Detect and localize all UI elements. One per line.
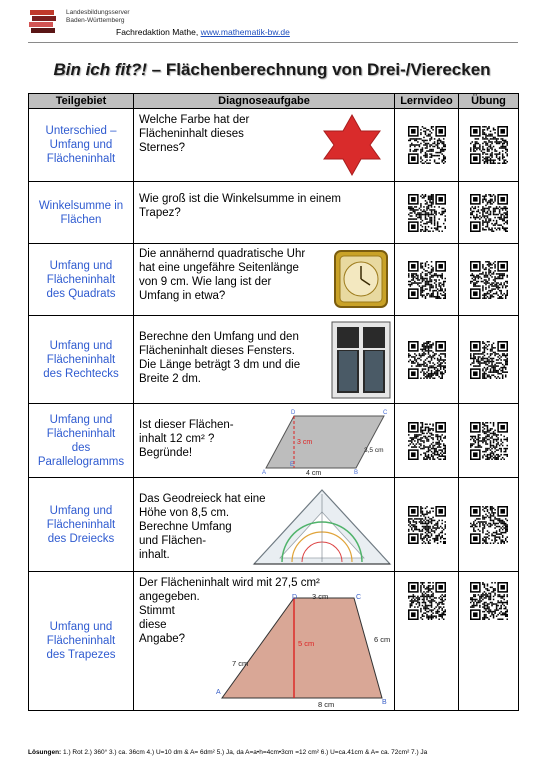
uebung-qr-cell[interactable] bbox=[459, 478, 519, 572]
qr-code-icon[interactable] bbox=[470, 582, 508, 620]
vertex-a-label: A bbox=[262, 470, 267, 476]
lernvideo-qr-cell[interactable] bbox=[395, 244, 459, 316]
point-e-label: E bbox=[290, 462, 295, 468]
task-cell: Wie groß ist die Winkelsumme in einem Trapez? bbox=[134, 182, 395, 244]
vertex-a-label: A bbox=[216, 689, 221, 696]
topic-cell: Umfang und Flächeninhalt des Trapezes bbox=[29, 572, 134, 711]
table-row bbox=[29, 182, 519, 244]
table-header-row bbox=[29, 94, 519, 109]
task-cell: Das Geodreieck hat eine Höhe von 8,5 cm. Berechne Umfang und Flächen- inhalt. bbox=[134, 478, 395, 572]
vertex-c-label: C bbox=[356, 594, 362, 601]
task-cell: Die annähernd quadratische Uhr hat eine ungefähre Seitenlänge von 9 cm. Wie lang ist der Umfang in etwa? bbox=[134, 244, 395, 316]
vertex-c-label: C bbox=[383, 410, 388, 416]
topic-cell: Unterschied – Umfang und Flächeninhalt bbox=[29, 109, 134, 182]
qr-code-icon[interactable] bbox=[408, 506, 446, 544]
website-link[interactable]: www.mathematik-bw.de bbox=[200, 27, 290, 37]
vertex-d-label: D bbox=[291, 410, 296, 416]
col-header-lernvideo: Lernvideo bbox=[395, 94, 459, 109]
lernvideo-qr-cell[interactable] bbox=[395, 478, 459, 572]
lernvideo-qr-cell[interactable] bbox=[395, 182, 459, 244]
qr-code-icon[interactable] bbox=[470, 341, 508, 379]
qr-code-icon[interactable] bbox=[470, 261, 508, 299]
uebung-qr-cell[interactable] bbox=[459, 109, 519, 182]
table-row bbox=[29, 109, 519, 182]
side-label: 3,5 cm bbox=[364, 447, 384, 454]
qr-code-icon[interactable] bbox=[470, 506, 508, 544]
qr-code-icon[interactable] bbox=[408, 261, 446, 299]
set-square-icon bbox=[250, 484, 394, 568]
lernvideo-qr-cell[interactable] bbox=[395, 572, 459, 711]
top-side-label: 3 cm bbox=[312, 592, 329, 601]
task-cell: Berechne den Umfang und den Flächeninhalt dieses Fensters. Die Länge beträgt 3 dm und die Breite 2 dm. bbox=[134, 316, 395, 404]
lernvideo-qr-cell[interactable] bbox=[395, 404, 459, 478]
table-row bbox=[29, 572, 519, 711]
col-header-diagnoseaufgabe: Diagnoseaufgabe bbox=[134, 94, 395, 109]
parallelogram-figure bbox=[246, 406, 394, 476]
page-title: Bin ich fit?! – Flächenberechnung von Drei-/Vierecken bbox=[53, 60, 491, 79]
uebung-qr-cell[interactable] bbox=[459, 316, 519, 404]
qr-code-icon[interactable] bbox=[408, 341, 446, 379]
uebung-qr-cell[interactable] bbox=[459, 404, 519, 478]
trapezoid-figure bbox=[214, 590, 394, 708]
topic-cell: Umfang und Flächeninhalt des Rechtecks bbox=[29, 316, 134, 404]
clock-icon bbox=[333, 249, 389, 309]
vertex-d-label: D bbox=[292, 594, 298, 601]
col-header-teilgebiet: Teilgebiet bbox=[29, 94, 134, 109]
uebung-qr-cell[interactable] bbox=[459, 182, 519, 244]
topic-cell: Umfang und Flächeninhalt des Parallelogramms bbox=[29, 404, 134, 478]
page-header bbox=[0, 0, 544, 50]
topic-cell: Umfang und Flächeninhalt des Quadrats bbox=[29, 244, 134, 316]
qr-code-icon[interactable] bbox=[408, 194, 446, 232]
books-logo-icon bbox=[28, 8, 62, 34]
vertex-b-label: B bbox=[354, 470, 359, 476]
height-label: 3 cm bbox=[297, 439, 313, 446]
left-side-label: 7 cm bbox=[232, 659, 249, 668]
uebung-qr-cell[interactable] bbox=[459, 572, 519, 711]
height-label: 5 cm bbox=[298, 639, 315, 648]
qr-code-icon[interactable] bbox=[470, 126, 508, 164]
base-label: 4 cm bbox=[306, 470, 322, 476]
task-cell: Welche Farbe hat der Flächeninhalt dieses Sternes? bbox=[134, 109, 395, 182]
header-divider bbox=[28, 42, 518, 43]
solutions-footer: Lösungen: 1.) Rot 2.) 360° 3.) ca. 36cm 4.) U=10 dm & A= 6dm² 5.) Ja, da A=a•h=4cm•3cm =12 cm² 6.) U=ca.41cm & A= ca. 72cm² 7.) Ja bbox=[28, 749, 428, 756]
table-row bbox=[29, 404, 519, 478]
topic-cell: Winkelsumme in Flächen bbox=[29, 182, 134, 244]
uebung-qr-cell[interactable] bbox=[459, 244, 519, 316]
qr-code-icon[interactable] bbox=[408, 422, 446, 460]
logo-text: Landesbildungsserver Baden-Württemberg bbox=[66, 9, 130, 24]
lernvideo-qr-cell[interactable] bbox=[395, 316, 459, 404]
bottom-side-label: 8 cm bbox=[318, 700, 335, 708]
task-cell: Der Flächeninhalt wird mit 27,5 cm² angegeben. Stimmt diese Angabe? A B C D 3 cm 5 cm 6 cm 7 cm 8 cm bbox=[134, 572, 395, 711]
table-row bbox=[29, 478, 519, 572]
qr-code-icon[interactable] bbox=[470, 194, 508, 232]
table-row bbox=[29, 244, 519, 316]
diagnosis-table bbox=[28, 93, 519, 711]
col-header-uebung: Übung bbox=[459, 94, 519, 109]
redaktion-line: Fachredaktion Mathe, www.mathematik-bw.de bbox=[116, 27, 290, 37]
table-row bbox=[29, 316, 519, 404]
qr-code-icon[interactable] bbox=[408, 582, 446, 620]
lernvideo-qr-cell[interactable] bbox=[395, 109, 459, 182]
topic-cell: Umfang und Flächeninhalt des Dreiecks bbox=[29, 478, 134, 572]
right-side-label: 6 cm bbox=[374, 635, 391, 644]
vertex-b-label: B bbox=[382, 699, 387, 706]
qr-code-icon[interactable] bbox=[408, 126, 446, 164]
task-cell: Ist dieser Flächen- inhalt 12 cm² ? Begründe! A B C D E 3 cm 4 cm 3,5 cm bbox=[134, 404, 395, 478]
window-icon bbox=[331, 321, 391, 399]
qr-code-icon[interactable] bbox=[470, 422, 508, 460]
star-icon bbox=[319, 113, 385, 177]
